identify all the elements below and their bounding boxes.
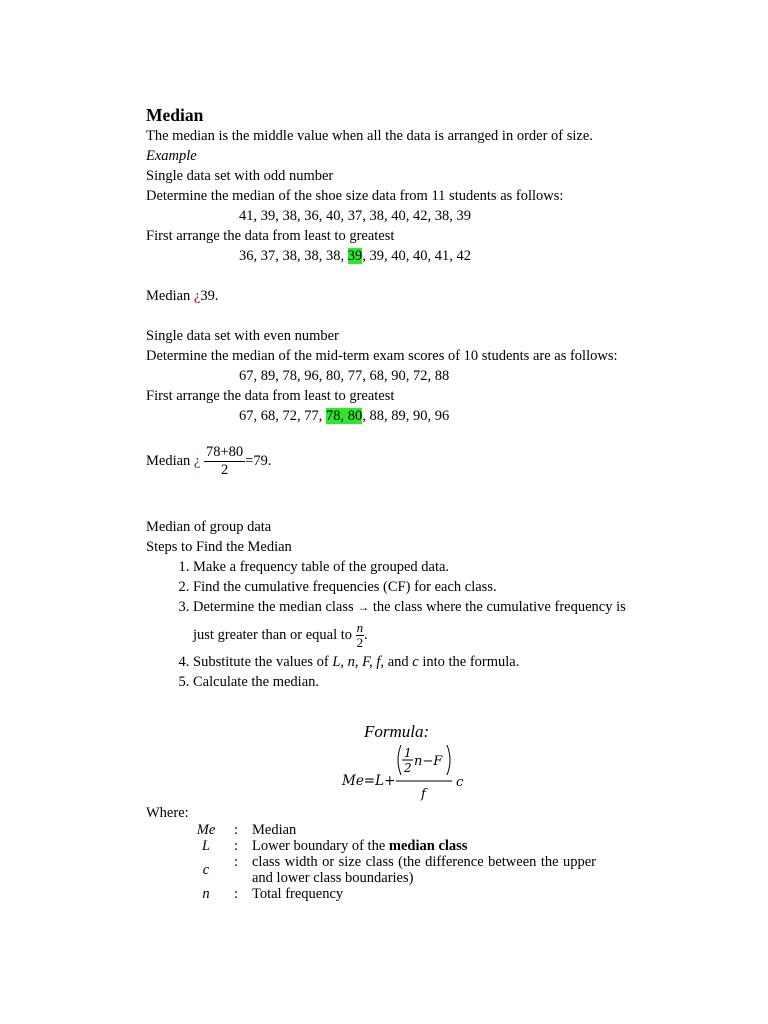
fraction-denominator: 2 [356, 635, 364, 650]
definition-separator: : [233, 838, 239, 854]
formula-lhs: Me=L+ [342, 773, 396, 789]
odd-median-value: 39. [200, 288, 219, 304]
odd-heading: Single data set with odd number [146, 168, 334, 184]
fraction-numerator: n [356, 620, 364, 635]
even-median-label: Median [146, 452, 194, 469]
definition-row [192, 838, 596, 854]
step-item [193, 652, 666, 672]
definition-separator: : [233, 886, 239, 902]
right-paren-icon [447, 745, 450, 775]
definition-bold-text: median class [388, 838, 468, 854]
definition-description: class width or size class (the difference between the upper and lower class boundaries) [252, 854, 596, 886]
even-median-value: =79. [245, 452, 272, 469]
step-item: 2. Find the cumulative frequencies (CF) for each class. [193, 577, 666, 597]
inner-fraction-numerator: 1 [404, 746, 412, 760]
odd-sorted-after: , 39, 40, 40, 41, 42 [362, 248, 471, 264]
odd-median-highlight: 39 [347, 248, 363, 264]
definition-row [192, 822, 596, 838]
definition-symbol: L [201, 838, 211, 854]
formula-multiplier: c [456, 775, 464, 790]
even-sorted-after: , 88, 89, 90, 96 [362, 408, 450, 424]
even-arrange: First arrange the data from least to greatest [146, 388, 395, 404]
odd-median-symbol: ¿ [193, 288, 201, 304]
definition-separator: : [233, 822, 239, 838]
steps-list [146, 557, 666, 692]
definition-description [252, 838, 596, 854]
step4-and: and [384, 654, 413, 670]
where-label: Where: [146, 805, 189, 821]
definition-row [192, 886, 596, 902]
definition-description: Median [252, 822, 297, 838]
step3-continuation: the class where the cumulative frequency is [369, 599, 626, 615]
group-heading: Median of group data [146, 519, 272, 535]
step4-variables: L, n, F, f, [332, 654, 385, 670]
median-formula [340, 742, 480, 808]
step-item: 1. Make a frequency table of the grouped data. [193, 557, 666, 577]
definition-plain-text: Lower boundary of the [252, 838, 389, 854]
definition-separator: : [233, 854, 239, 870]
odd-median-label: Median [146, 288, 194, 304]
step-item: 5. Calculate the median. [193, 672, 666, 692]
even-median-fraction [204, 444, 245, 479]
step3-line2: just greater than or equal to [193, 626, 356, 643]
step3-text: Determine the median class [193, 599, 354, 615]
left-paren-icon [398, 745, 401, 775]
even-sorted [146, 406, 666, 426]
definition-symbol: n [202, 886, 210, 902]
definition-symbol: Me [196, 822, 216, 838]
step-item: 3. Determine the median class → the class where the cumulative frequency is just greater than or equal to $\frac{n}{2}$ . [193, 597, 666, 650]
step4-end: into the formula. [418, 654, 520, 670]
intro-text: The median is the middle value when all the data is arranged in order of size. [146, 128, 593, 144]
even-median-highlight: 78, 80 [326, 408, 363, 424]
even-heading: Single data set with even number [146, 328, 339, 344]
right-arrow-icon: → [357, 600, 370, 614]
definition-symbol: c [202, 862, 210, 878]
formula-denominator: f [421, 787, 426, 802]
odd-prompt: Determine the median of the shoe size data from 11 students as follows: [146, 188, 564, 204]
even-fraction-denominator: 2 [220, 462, 229, 478]
step4-c: c [412, 654, 419, 670]
even-fraction-numerator: 78+80 [205, 444, 244, 460]
odd-median-result [146, 286, 666, 306]
even-sorted-before: 67, 68, 72, 77, [239, 408, 326, 424]
definitions-table [192, 822, 596, 902]
formula-title: Formula: [364, 722, 430, 741]
formula-graphic [340, 742, 480, 804]
odd-data: 41, 39, 38, 36, 40, 37, 38, 40, 42, 38, 39 [239, 208, 471, 224]
document-body [146, 104, 666, 692]
definition-row [192, 854, 596, 886]
odd-sorted [146, 246, 666, 266]
definition-description: Total frequency [252, 886, 344, 902]
steps-heading: Steps to Find the Median [146, 539, 292, 555]
odd-arrange: First arrange the data from least to greatest [146, 228, 395, 244]
step4-text: Substitute the values of [193, 654, 329, 670]
odd-sorted-before: 36, 37, 38, 38, 38, [239, 248, 348, 264]
inner-rest: n−F [414, 754, 443, 769]
even-prompt: Determine the median of the mid-term exam scores of 10 students are as follows: [146, 348, 618, 364]
even-median-symbol: ¿ [193, 452, 201, 469]
n-over-2-fraction [356, 621, 365, 650]
inner-fraction-denominator: 2 [404, 761, 412, 775]
even-data: 67, 89, 78, 96, 80, 77, 68, 90, 72, 88 [239, 368, 450, 384]
even-median-result [146, 444, 666, 479]
page-title: Median [146, 105, 204, 125]
example-label: Example [146, 148, 197, 164]
